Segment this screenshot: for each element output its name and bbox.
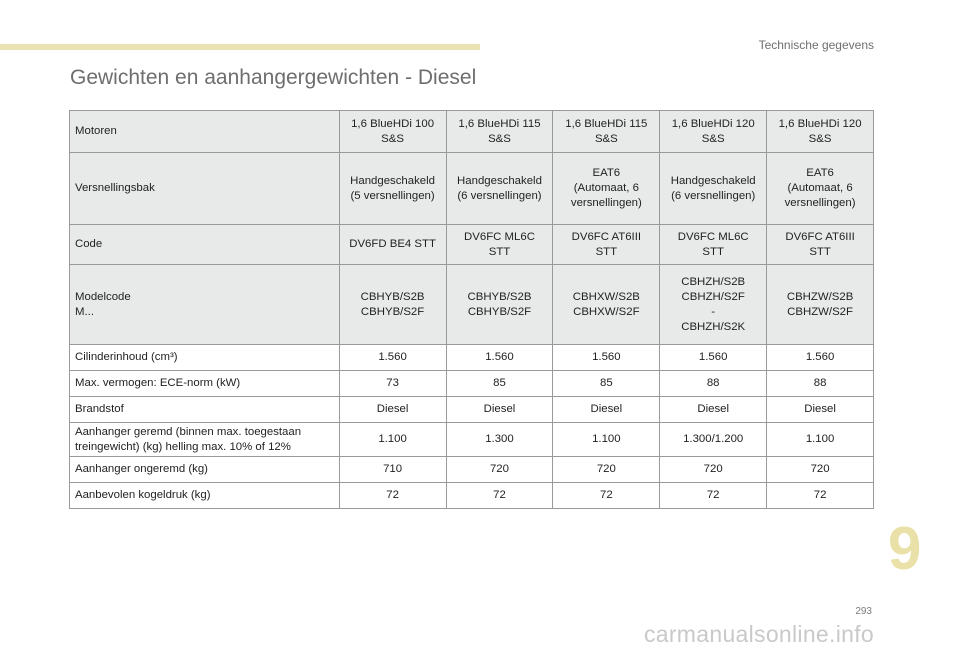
row-label: Aanbevolen kogeldruk (kg) <box>70 483 340 509</box>
table-cell: EAT6 (Automaat, 6 versnellingen) <box>553 153 660 225</box>
table-row <box>70 265 874 345</box>
table-cell: DV6FC AT6III STT <box>767 225 874 265</box>
row-label: Motoren <box>70 111 340 153</box>
table-row <box>70 225 874 265</box>
table-cell: Handgeschakeld (6 versnellingen) <box>446 153 553 225</box>
table-cell: 1,6 BlueHDi 120 S&S <box>767 111 874 153</box>
table-cell: 720 <box>553 457 660 483</box>
table-cell: Handgeschakeld (5 versnellingen) <box>339 153 446 225</box>
table-cell: 720 <box>660 457 767 483</box>
table-cell: Diesel <box>446 397 553 423</box>
table-row <box>70 153 874 225</box>
table-row <box>70 423 874 457</box>
table-cell: 710 <box>339 457 446 483</box>
table-cell: DV6FC ML6C STT <box>660 225 767 265</box>
row-label: Max. vermogen: ECE-norm (kW) <box>70 371 340 397</box>
table-row <box>70 483 874 509</box>
row-label: Cilinderinhoud (cm³) <box>70 345 340 371</box>
table-cell: 85 <box>553 371 660 397</box>
table-cell: 72 <box>660 483 767 509</box>
table-cell: Handgeschakeld (6 versnellingen) <box>660 153 767 225</box>
table-row <box>70 457 874 483</box>
chapter-number: 9 <box>888 515 922 582</box>
row-label: Brandstof <box>70 397 340 423</box>
table-cell: DV6FD BE4 STT <box>339 225 446 265</box>
table-cell: 72 <box>339 483 446 509</box>
table-cell: 1.560 <box>553 345 660 371</box>
table-cell: 1.560 <box>339 345 446 371</box>
table-cell: 88 <box>767 371 874 397</box>
table-cell: EAT6 (Automaat, 6 versnellingen) <box>767 153 874 225</box>
table-row <box>70 111 874 153</box>
table-cell: 88 <box>660 371 767 397</box>
table-cell: 1.300/1.200 <box>660 423 767 457</box>
table-cell: 1.100 <box>339 423 446 457</box>
table-cell: 1.560 <box>446 345 553 371</box>
table-row <box>70 345 874 371</box>
table-cell: Diesel <box>767 397 874 423</box>
header-accent-bar <box>0 44 480 50</box>
table-cell: 1.560 <box>660 345 767 371</box>
watermark-link[interactable]: carmanualsonline.info <box>643 621 874 647</box>
table-cell: 1.560 <box>767 345 874 371</box>
table-cell: Diesel <box>553 397 660 423</box>
row-label: Aanhanger ongeremd (kg) <box>70 457 340 483</box>
table-cell: 720 <box>446 457 553 483</box>
row-label: Modelcode M... <box>70 265 340 345</box>
table-cell: 1.100 <box>553 423 660 457</box>
table-cell: 73 <box>339 371 446 397</box>
table-cell: 85 <box>446 371 553 397</box>
table-cell: Diesel <box>660 397 767 423</box>
table-cell: 1.300 <box>446 423 553 457</box>
table-cell: 1,6 BlueHDi 120 S&S <box>660 111 767 153</box>
table-row <box>70 397 874 423</box>
table-cell: CBHXW/S2B CBHXW/S2F <box>553 265 660 345</box>
section-label: Technische gegevens <box>758 38 874 52</box>
table-cell: 72 <box>767 483 874 509</box>
row-label: Code <box>70 225 340 265</box>
table-cell: CBHZH/S2B CBHZH/S2F - CBHZH/S2K <box>660 265 767 345</box>
table-cell: CBHZW/S2B CBHZW/S2F <box>767 265 874 345</box>
table-cell: CBHYB/S2B CBHYB/S2F <box>446 265 553 345</box>
row-label: Aanhanger geremd (binnen max. toegestaan treingewicht) (kg) helling max. 10% of 12% <box>70 423 340 457</box>
table-cell: 72 <box>446 483 553 509</box>
table-cell: 1,6 BlueHDi 115 S&S <box>553 111 660 153</box>
page-number: 293 <box>855 606 872 617</box>
table-cell: Diesel <box>339 397 446 423</box>
table-cell: DV6FC ML6C STT <box>446 225 553 265</box>
page-title: Gewichten en aanhangergewichten - Diesel <box>70 66 477 89</box>
table-cell: CBHYB/S2B CBHYB/S2F <box>339 265 446 345</box>
specs-table <box>69 110 874 509</box>
table-cell: 1,6 BlueHDi 115 S&S <box>446 111 553 153</box>
table-cell: 72 <box>553 483 660 509</box>
table-cell: 720 <box>767 457 874 483</box>
table-cell: DV6FC AT6III STT <box>553 225 660 265</box>
table-cell: 1,6 BlueHDi 100 S&S <box>339 111 446 153</box>
table-cell: 1.100 <box>767 423 874 457</box>
row-label: Versnellingsbak <box>70 153 340 225</box>
table-row <box>70 371 874 397</box>
